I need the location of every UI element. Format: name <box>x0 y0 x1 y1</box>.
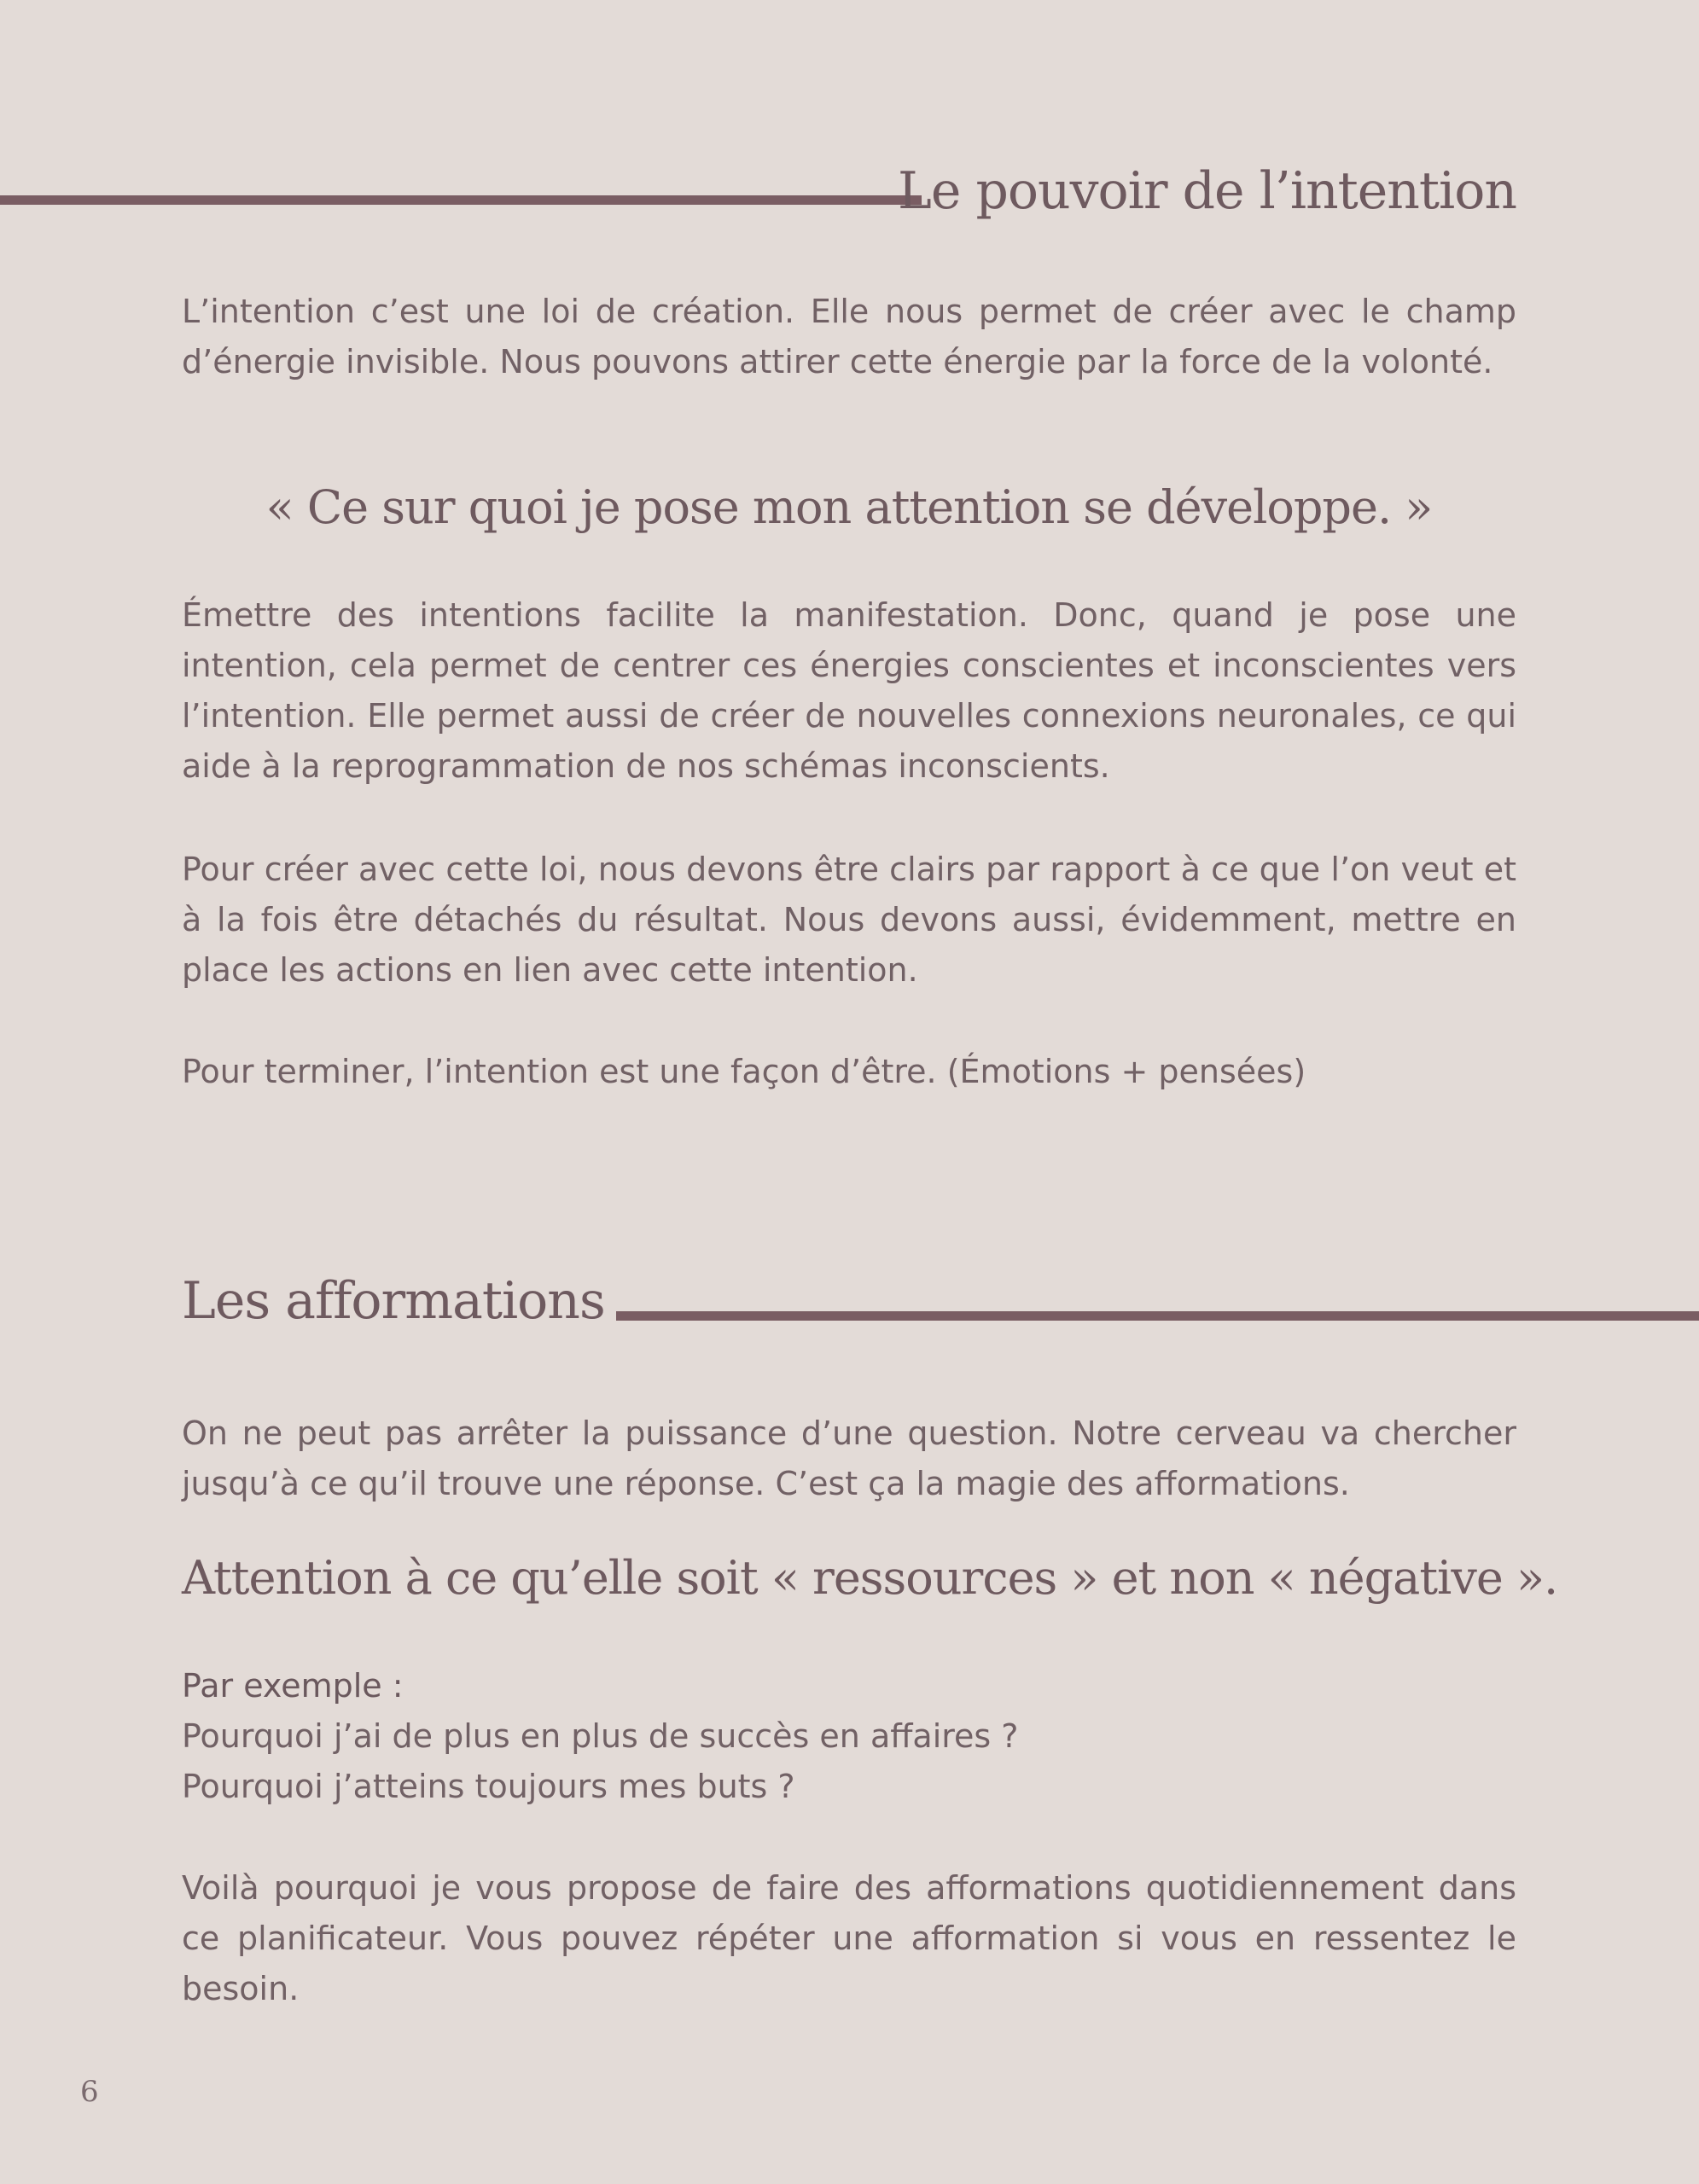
example-item: Pourquoi j’ai de plus en plus de succès en affaires ? <box>182 1717 1019 1755</box>
intention-paragraph-4: Pour terminer, l’intention est une façon d’être. (Émotions + pensées) <box>182 1053 1306 1090</box>
section-divider-rule <box>616 1311 1699 1321</box>
intention-quote: « Ce sur quoi je pose mon attention se développe. » <box>265 480 1433 534</box>
section-title-intention: Le pouvoir de l’intention <box>898 161 1516 221</box>
example-item: Pourquoi j’atteins toujours mes buts ? <box>182 1768 795 1805</box>
examples-block <box>182 1661 1516 1812</box>
intention-paragraph-3: Pour créer avec cette loi, nous devons être clairs par rapport à ce que l’on veut et à la fois être détachés du résultat. Nous devons aussi, évidemment, mettre en place les actions en lien avec cette intention. <box>182 851 1516 989</box>
examples-label: Par exemple : <box>182 1667 404 1705</box>
intention-paragraph-1: L’intention c’est une loi de création. Elle nous permet de créer avec le champ d’énergie invisible. Nous pouvons attirer cette énergie par la force de la volonté. <box>182 293 1516 380</box>
page-number: 6 <box>80 2075 99 2109</box>
section-divider-rule <box>0 195 922 205</box>
section-title-afformations: Les afformations <box>182 1271 605 1331</box>
afformations-quote: Attention à ce qu’elle soit « ressources » et non « négative ». <box>182 1551 1558 1605</box>
intention-paragraph-2: Émettre des intentions facilite la manifestation. Donc, quand je pose une intention, cela permet de centrer ces énergies conscientes et inconscientes vers l’intention. Elle permet aussi de créer de nouvelles connexions neuronales, ce qui aide à la reprogrammation de nos schémas inconscients. <box>182 596 1516 785</box>
afformations-paragraph-2: Voilà pourquoi je vous propose de faire des afformations quotidiennement dans ce planificateur. Vous pouvez répéter une afformation si vous en ressentez le besoin. <box>182 1869 1516 2007</box>
afformations-paragraph-1: On ne peut pas arrêter la puissance d’une question. Notre cerveau va chercher jusqu’à ce qu’il trouve une réponse. C’est ça la magie des afformations. <box>182 1414 1516 1502</box>
